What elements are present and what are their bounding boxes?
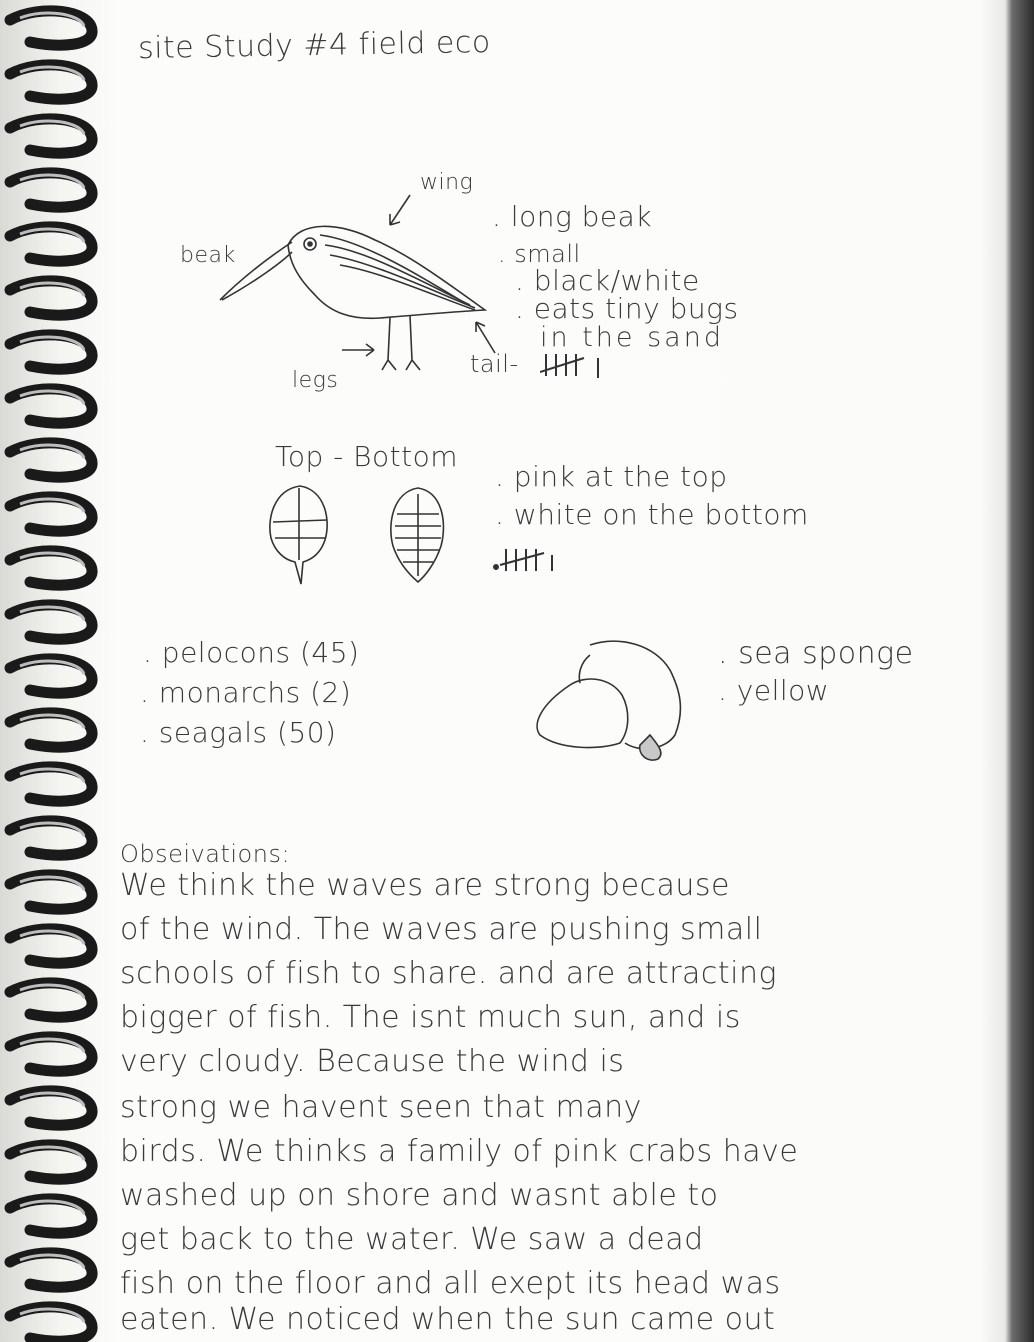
sponge-note: . yellow: [718, 674, 830, 707]
observation-line: get back to the water. We saw a dead: [120, 1222, 704, 1257]
page-title: site Study #4 field eco: [137, 24, 491, 67]
beak-label: beak: [180, 243, 236, 268]
count-item: . seagals (50): [140, 716, 337, 749]
observation-line: very cloudy. Because the wind is: [120, 1044, 625, 1079]
crab-bottom-sketch: [383, 484, 453, 588]
bird-note: . black/white: [515, 264, 700, 297]
bird-note: . eats tiny bugs: [515, 292, 739, 325]
tail-label: tail-: [470, 350, 519, 378]
spiral-binding: [0, 0, 110, 1342]
legs-arrow-icon: [340, 340, 380, 360]
crab-tally-icon: [492, 545, 562, 575]
sponge-note: . sea sponge: [718, 636, 914, 671]
observations-heading: Obseivations:: [120, 840, 291, 868]
legs-label: legs: [292, 368, 339, 393]
crab-caption: Top - Bottom: [275, 440, 458, 473]
observation-line: We think the waves are strong because: [120, 868, 731, 903]
observation-line: birds. We thinks a family of pink crabs have: [120, 1134, 799, 1169]
count-item: . pelocons (45): [143, 636, 360, 669]
sea-sponge-sketch: [530, 635, 700, 775]
observation-line: fish on the floor and all exept its head was: [120, 1266, 781, 1301]
observation-line: eaten. We noticed when the sun came out: [120, 1302, 776, 1337]
count-item: . monarchs (2): [140, 676, 352, 709]
bird-note: in the sand: [540, 322, 724, 353]
observation-line: strong we havent seen that many: [120, 1090, 642, 1125]
observation-line: of the wind. The waves are pushing small: [120, 912, 763, 947]
observation-line: bigger of fish. The isnt much sun, and is: [120, 1000, 741, 1035]
crab-top-sketch: [265, 480, 335, 590]
tally-marks-icon: [540, 350, 620, 380]
observation-line: schools of fish to share. and are attracting: [120, 956, 778, 991]
observation-line: washed up on shore and wasnt able to: [120, 1178, 719, 1213]
crab-note: . white on the bottom: [495, 498, 809, 531]
bird-note: . small: [498, 240, 581, 268]
bird-sketch: [200, 200, 490, 390]
wing-label: wing: [420, 170, 474, 195]
bird-note: . long beak: [492, 200, 653, 233]
crab-note: . pink at the top: [495, 460, 728, 493]
wing-arrow-icon: [380, 190, 420, 230]
